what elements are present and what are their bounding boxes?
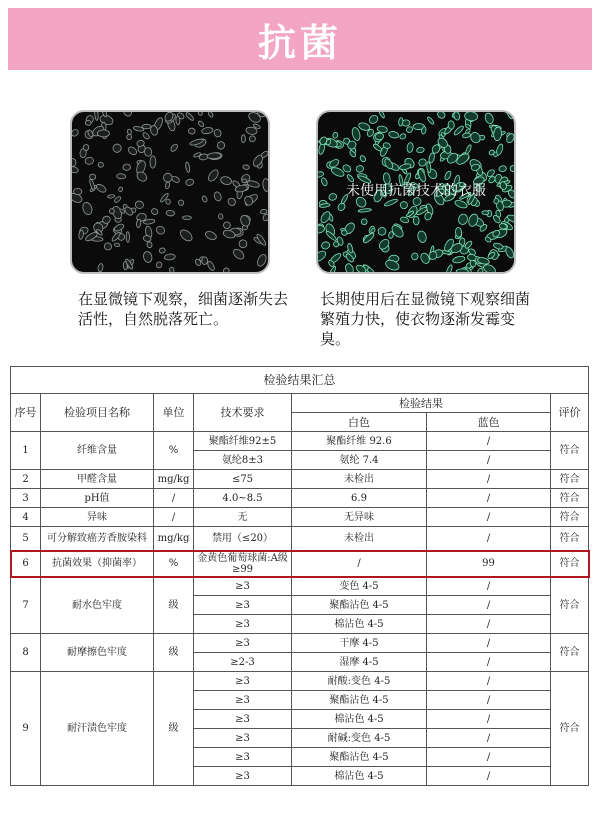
bacterium-cell xyxy=(213,191,222,202)
bacterium-cell xyxy=(185,178,194,186)
bacterium-cell xyxy=(360,218,368,226)
bacterium-cell xyxy=(399,133,407,140)
bacterium-cell xyxy=(226,197,236,207)
bacterium-cell xyxy=(436,112,446,120)
cell-eval: 符合 xyxy=(551,672,589,786)
bacterium-cell xyxy=(78,230,83,239)
bacterium-cell xyxy=(150,208,159,216)
bacterium-cell xyxy=(464,240,473,249)
cell-item: 耐水色牢度 xyxy=(41,577,154,634)
bacterium-cell xyxy=(477,267,484,272)
bacterium-cell xyxy=(222,221,231,230)
bacterium-cell xyxy=(504,112,513,119)
bacterium-cell xyxy=(223,267,230,272)
bacterium-cell xyxy=(448,120,455,129)
bacterium-cell xyxy=(407,142,414,152)
bacterium-cell xyxy=(318,171,324,178)
bacterium-cell xyxy=(456,269,468,272)
header-blue: 蓝色 xyxy=(427,413,551,432)
bacterium-cell xyxy=(368,114,380,125)
table-row xyxy=(11,577,589,596)
bacterium-cell xyxy=(220,176,233,186)
cell-blue: / xyxy=(427,508,551,527)
microscope-image-untreated xyxy=(316,110,516,274)
bacterium-cell xyxy=(165,182,171,190)
cell-white: 无异味 xyxy=(292,508,427,527)
bacterium-cell xyxy=(164,254,175,261)
bacterium-cell xyxy=(142,251,153,264)
bacterium-cell xyxy=(399,163,411,171)
table-row xyxy=(11,672,589,691)
bacterium-cell xyxy=(399,200,408,209)
bacterium-cell xyxy=(378,112,386,119)
cell-unit: 级 xyxy=(154,672,194,786)
bacterium-cell xyxy=(239,239,248,248)
cell-no: 5 xyxy=(11,527,41,551)
cell-blue: / xyxy=(427,748,551,767)
bacterium-cell xyxy=(95,183,107,194)
header-white: 白色 xyxy=(292,413,427,432)
bacterium-cell xyxy=(72,128,80,137)
bacterium-cell xyxy=(162,172,174,184)
bacterium-cell xyxy=(85,120,91,125)
cell-item: 异味 xyxy=(41,508,154,527)
cell-unit: / xyxy=(154,508,194,527)
bacterium-cell xyxy=(243,164,250,169)
cell-req: ≤75 xyxy=(194,470,292,489)
cell-item: pH值 xyxy=(41,489,154,508)
bacterium-cell xyxy=(388,130,399,138)
bacterium-cell xyxy=(122,112,133,118)
cell-unit: % xyxy=(154,432,194,470)
bacterium-cell xyxy=(356,165,364,173)
header-requirement: 技术要求 xyxy=(194,394,292,432)
cell-req: ≥3 xyxy=(194,672,292,691)
bacterium-cell xyxy=(135,200,145,209)
cell-no: 1 xyxy=(11,432,41,470)
bacterium-cell xyxy=(416,147,424,154)
bacterium-cell xyxy=(104,243,112,251)
microscope-image-treated xyxy=(70,110,270,274)
bacterium-cell xyxy=(155,225,166,236)
bacterium-cell xyxy=(97,263,103,272)
bacterium-cell xyxy=(351,127,361,142)
bacterium-cell xyxy=(260,209,267,214)
header-result: 检验结果 xyxy=(292,394,551,413)
bacterium-cell xyxy=(127,145,138,156)
bacterium-cell xyxy=(213,128,222,138)
bacterium-cell xyxy=(170,143,179,152)
bacterium-cell xyxy=(359,155,367,163)
cell-blue: / xyxy=(427,767,551,786)
table-row xyxy=(11,527,589,551)
bacterium-cell xyxy=(417,157,427,167)
cell-blue: / xyxy=(427,634,551,653)
bacterium-cell xyxy=(482,211,489,215)
header-evaluation: 评价 xyxy=(551,394,589,432)
bacterium-cell xyxy=(126,134,133,141)
cell-req: ≥3 xyxy=(194,615,292,634)
cell-blue: 99 xyxy=(427,551,551,577)
cell-eval: 符合 xyxy=(551,577,589,634)
cell-req: ≥3 xyxy=(194,577,292,596)
cell-req: ≥3 xyxy=(194,596,292,615)
cell-item: 耐摩擦色牢度 xyxy=(41,634,154,672)
table-title: 检验结果汇总 xyxy=(11,367,589,394)
table-row-antibacterial-highlighted xyxy=(11,551,589,577)
bacterium-cell xyxy=(262,213,268,222)
bacterium-cell xyxy=(206,168,220,183)
header-unit: 单位 xyxy=(154,394,194,432)
cell-eval: 符合 xyxy=(551,432,589,470)
bacterium-cell xyxy=(427,116,435,125)
bacterium-cell xyxy=(321,241,331,250)
bacterium-cell xyxy=(207,112,214,118)
bacterium-cell xyxy=(178,228,194,243)
bacterium-cell xyxy=(83,144,89,150)
bacterium-cell xyxy=(81,201,93,216)
bacterium-cell xyxy=(398,117,403,126)
bacterium-cell xyxy=(94,112,98,121)
cell-req: ≥3 xyxy=(194,710,292,729)
bacterium-cell xyxy=(89,179,96,191)
bacterium-cell xyxy=(493,242,504,250)
cell-eval: 符合 xyxy=(551,527,589,551)
cell-req: 金黄色葡萄球菌:A级≥99 xyxy=(194,551,292,577)
cell-eval: 符合 xyxy=(551,508,589,527)
bacterium-cell xyxy=(465,144,473,155)
bacterium-cell xyxy=(262,178,268,191)
cell-req: 无 xyxy=(194,508,292,527)
bacterium-cell xyxy=(73,188,82,195)
bacterium-cell xyxy=(201,195,208,203)
bacterium-cell xyxy=(239,214,252,228)
cell-white: 未检出 xyxy=(292,527,427,551)
bacterium-cell xyxy=(185,162,190,173)
cell-eval: 符合 xyxy=(551,634,589,672)
cell-white: 湿摩 4-5 xyxy=(292,653,427,672)
cell-item: 抗菌效果（抑菌率） xyxy=(41,551,154,577)
banner-title: 抗菌 xyxy=(257,20,342,65)
header-no: 序号 xyxy=(11,394,41,432)
bacterium-cell xyxy=(417,230,428,243)
cell-item: 纤维含量 xyxy=(41,432,154,470)
bacterium-cell xyxy=(112,143,122,153)
cell-white: 棉沾色 4-5 xyxy=(292,615,427,634)
cell-white: 6.9 xyxy=(292,489,427,508)
bacterium-cell xyxy=(85,157,94,165)
treated-caption: 在显微镜下观察，细菌逐渐失去活性，自然脱落死亡。 xyxy=(78,290,289,328)
cell-blue: / xyxy=(427,672,551,691)
cell-item: 可分解致癌芳香胺染料 xyxy=(41,527,154,551)
bacterium-cell xyxy=(377,226,388,237)
bacterium-cell xyxy=(217,141,225,150)
bacterium-cell xyxy=(123,164,131,171)
cell-white: 未检出 xyxy=(292,470,427,489)
cell-req: ≥3 xyxy=(194,729,292,748)
cell-blue: / xyxy=(427,691,551,710)
bacterium-cell xyxy=(202,257,208,265)
cell-req: 氨纶8±3 xyxy=(194,451,292,470)
bacterium-cell xyxy=(467,254,477,262)
cell-white: / xyxy=(292,551,427,577)
bacterium-cell xyxy=(344,263,354,272)
cell-req: 禁用（≤20） xyxy=(194,527,292,551)
table-row xyxy=(11,634,589,653)
bacterium-cell xyxy=(249,135,256,142)
bacterium-cell xyxy=(400,216,410,224)
cell-blue: / xyxy=(427,653,551,672)
bacterium-cell xyxy=(452,255,465,264)
bacterium-cell xyxy=(188,127,196,134)
bacterium-cell xyxy=(241,135,245,143)
cell-white: 棉沾色 4-5 xyxy=(292,767,427,786)
bacterium-cell xyxy=(156,262,162,269)
bacterium-cell xyxy=(413,216,419,225)
cell-blue: / xyxy=(427,451,551,470)
bacterium-cell xyxy=(98,162,104,168)
table-row xyxy=(11,489,589,508)
bacterium-cell xyxy=(201,127,213,135)
bacterium-cell xyxy=(256,253,268,268)
bacterium-cell xyxy=(176,116,181,125)
table-row xyxy=(11,470,589,489)
bacterium-cell xyxy=(118,186,123,192)
cell-no: 6 xyxy=(11,551,41,577)
bacterium-cell xyxy=(197,120,204,127)
bacterium-cell xyxy=(332,132,338,139)
bacterium-cell xyxy=(169,267,174,272)
cell-req: 聚酯纤维92±5 xyxy=(194,432,292,451)
bacterium-cell xyxy=(177,199,184,206)
bacterium-cell xyxy=(142,132,151,141)
bacterium-cell xyxy=(453,112,461,121)
untreated-caption: 长期使用后在显微镜下观察细菌繁殖力快，使衣物逐渐发霉变臭。 xyxy=(320,290,531,348)
cell-req: ≥2-3 xyxy=(194,653,292,672)
bacterium-cell xyxy=(150,156,156,168)
bacterium-cell xyxy=(166,210,175,216)
cell-blue: / xyxy=(427,489,551,508)
bacterium-cell xyxy=(457,213,468,225)
cell-eval: 符合 xyxy=(551,470,589,489)
cell-eval: 符合 xyxy=(551,489,589,508)
table-row xyxy=(11,432,589,451)
bacterium-cell xyxy=(197,112,203,116)
bacterium-cell xyxy=(136,219,141,228)
title-banner xyxy=(8,8,592,70)
cell-no: 3 xyxy=(11,489,41,508)
bacterium-cell xyxy=(218,213,223,219)
bacterium-cell xyxy=(204,230,217,241)
bacterium-cell xyxy=(318,249,328,263)
bacterium-cell xyxy=(411,252,419,260)
cell-req: ≥3 xyxy=(194,691,292,710)
header-item: 检验项目名称 xyxy=(41,394,154,432)
cell-blue: / xyxy=(427,729,551,748)
cell-unit: 级 xyxy=(154,634,194,672)
cell-unit: mg/kg xyxy=(154,527,194,551)
untreated-overlay-text: 未使用抗菌技术的衣服 xyxy=(346,183,486,199)
bacterium-cell xyxy=(97,130,109,137)
cell-unit: / xyxy=(154,489,194,508)
bacterium-cell xyxy=(445,264,453,272)
bacterium-cell xyxy=(358,208,371,212)
bacterium-cell xyxy=(146,241,152,248)
bacterium-cell xyxy=(123,261,128,270)
table-row xyxy=(11,508,589,527)
cell-item: 耐汗渍色牢度 xyxy=(41,672,154,786)
cell-white: 耐碱:变色 4-5 xyxy=(292,729,427,748)
bacterium-cell xyxy=(126,232,130,243)
bacterium-cell xyxy=(232,247,246,261)
bacterium-cell xyxy=(185,112,195,121)
bacterium-cell xyxy=(109,208,115,214)
cell-white: 氨纶 7.4 xyxy=(292,451,427,470)
cell-no: 2 xyxy=(11,470,41,489)
cell-blue: / xyxy=(427,710,551,729)
cell-no: 8 xyxy=(11,634,41,672)
cell-blue: / xyxy=(427,432,551,451)
cell-white: 耐酸:变色 4-5 xyxy=(292,672,427,691)
cell-req: ≥3 xyxy=(194,748,292,767)
cell-eval: 符合 xyxy=(551,551,589,577)
cell-item: 甲醛含量 xyxy=(41,470,154,489)
cell-blue: / xyxy=(427,615,551,634)
bacterium-cell xyxy=(107,194,115,198)
bacterium-cell xyxy=(494,152,498,157)
cell-white: 变色 4-5 xyxy=(292,577,427,596)
cell-req: ≥3 xyxy=(194,767,292,786)
bacterium-cell xyxy=(72,158,76,166)
cell-unit: 级 xyxy=(154,577,194,634)
cell-blue: / xyxy=(427,577,551,596)
cell-no: 4 xyxy=(11,508,41,527)
cell-white: 聚酯沾色 4-5 xyxy=(292,596,427,615)
bacterium-cell xyxy=(207,152,221,159)
bacterium-cell xyxy=(388,231,394,239)
cell-white: 聚酯沾色 4-5 xyxy=(292,691,427,710)
bacteria-pattern-sparse xyxy=(72,112,268,272)
bacterium-cell xyxy=(182,216,191,220)
bacterium-cell xyxy=(116,173,125,179)
cell-req: 4.0~8.5 xyxy=(194,489,292,508)
bacterium-cell xyxy=(509,164,514,172)
cell-unit: % xyxy=(154,551,194,577)
cell-req: ≥3 xyxy=(194,634,292,653)
bacterium-cell xyxy=(469,131,482,145)
cell-blue: / xyxy=(427,470,551,489)
cell-unit: mg/kg xyxy=(154,470,194,489)
inspection-results-table xyxy=(10,366,588,786)
cell-blue: / xyxy=(427,596,551,615)
bacterium-cell xyxy=(159,247,166,253)
cell-no: 9 xyxy=(11,672,41,786)
bacterium-cell xyxy=(484,112,495,125)
bacterium-cell xyxy=(113,223,125,233)
cell-white: 棉沾色 4-5 xyxy=(292,710,427,729)
bacterium-cell xyxy=(454,199,468,209)
cell-white: 干摩 4-5 xyxy=(292,634,427,653)
cell-white: 聚酯纤维 92.6 xyxy=(292,432,427,451)
cell-no: 7 xyxy=(11,577,41,634)
cell-white: 聚酯沾色 4-5 xyxy=(292,748,427,767)
bacterium-cell xyxy=(405,126,413,134)
cell-blue: / xyxy=(427,527,551,551)
bacterium-cell xyxy=(165,199,170,205)
bacterium-cell xyxy=(498,165,507,172)
bacterium-cell xyxy=(114,243,120,247)
